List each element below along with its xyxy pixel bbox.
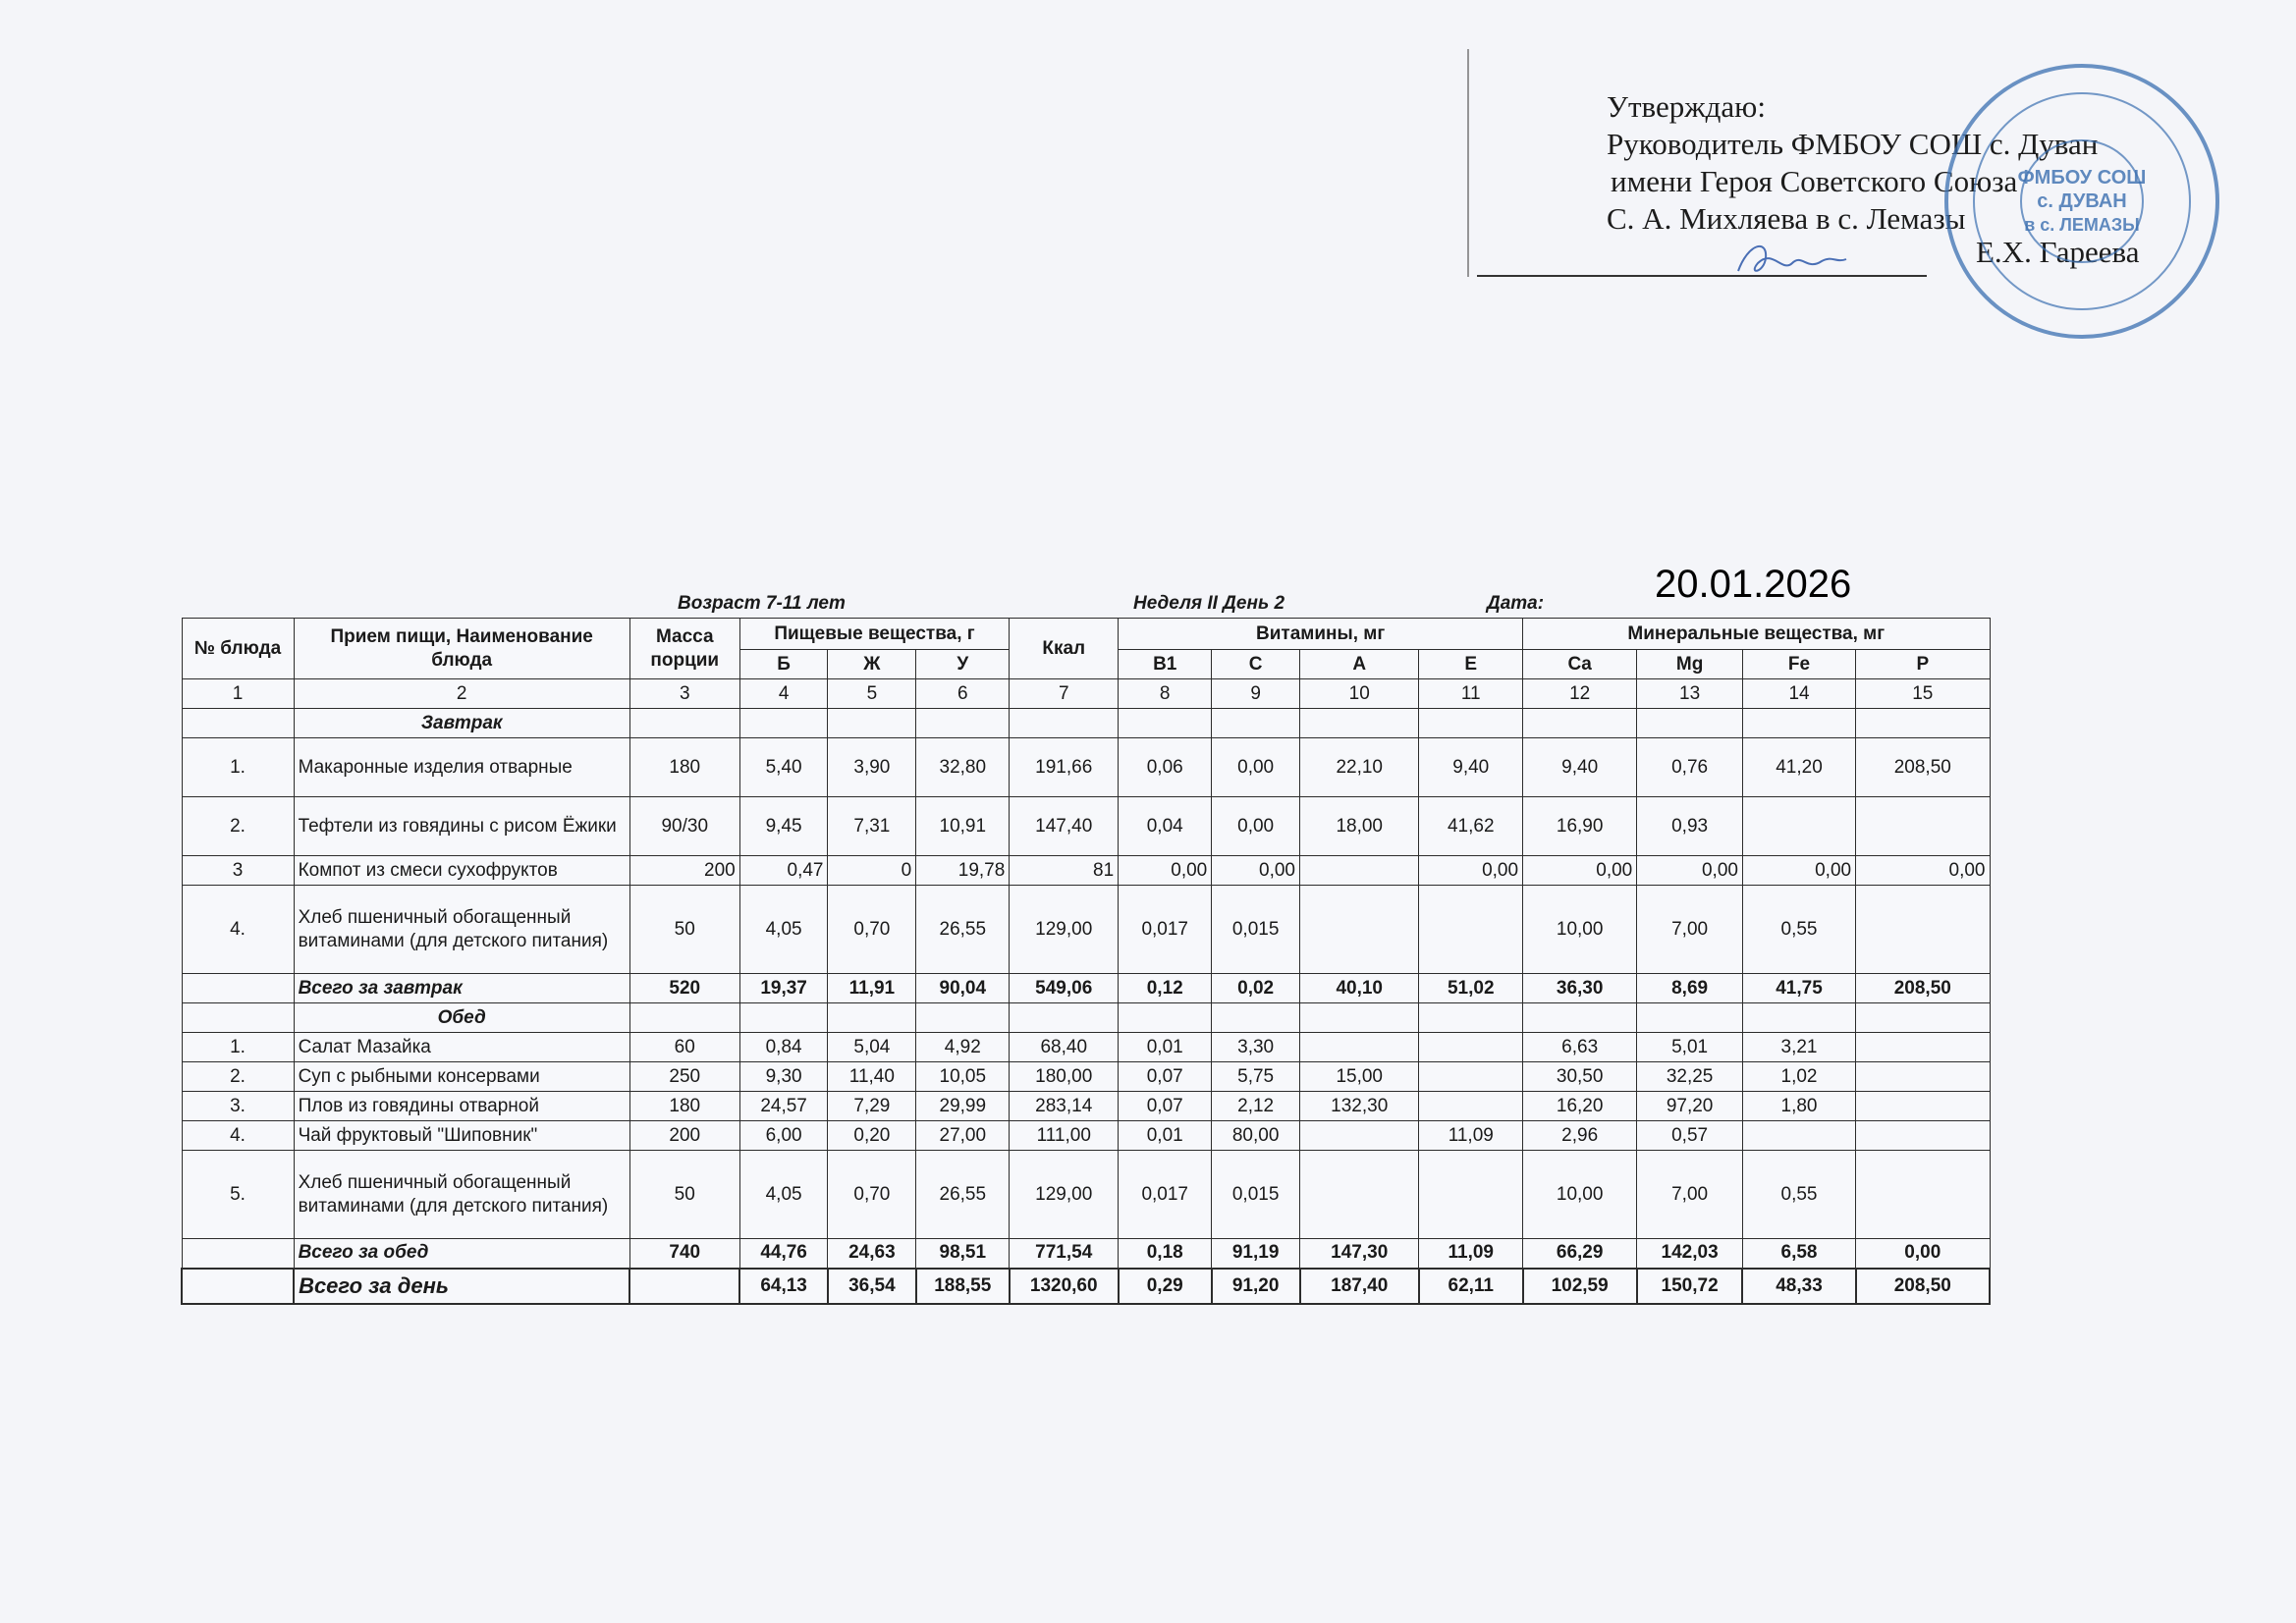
table-row bbox=[182, 797, 1990, 856]
empty-cell bbox=[1010, 1003, 1119, 1033]
value-cell: 0,017 bbox=[1119, 886, 1212, 974]
stamp-icon bbox=[1935, 54, 2229, 349]
value-cell: 9,30 bbox=[739, 1062, 828, 1092]
total-value-cell: 91,19 bbox=[1212, 1239, 1300, 1269]
value-cell bbox=[1856, 1151, 1990, 1239]
value-cell: 16,90 bbox=[1523, 797, 1637, 856]
value-cell: 22,10 bbox=[1300, 738, 1419, 797]
total-value-cell: 0,00 bbox=[1856, 1239, 1990, 1269]
subheader-cell: Б bbox=[739, 650, 828, 679]
value-cell: 15,00 bbox=[1300, 1062, 1419, 1092]
value-cell: 0,015 bbox=[1212, 886, 1300, 974]
total-value-cell: 11,91 bbox=[828, 974, 916, 1003]
table-header-row bbox=[181, 593, 1991, 617]
col-nutrients: Пищевые вещества, г bbox=[739, 619, 1010, 650]
value-cell bbox=[1300, 1151, 1419, 1239]
empty-cell bbox=[739, 1003, 828, 1033]
week-label: Неделя II День 2 bbox=[1133, 593, 1285, 614]
empty-cell bbox=[1212, 1003, 1300, 1033]
empty-cell bbox=[739, 709, 828, 738]
approval-line-3: имени Героя Советского Союза bbox=[1611, 164, 2018, 198]
subheader-cell: У bbox=[916, 650, 1010, 679]
empty-cell bbox=[1637, 1003, 1743, 1033]
value-cell: 9,40 bbox=[1419, 738, 1523, 797]
table-row bbox=[182, 1033, 1990, 1062]
value-cell: 6,63 bbox=[1523, 1033, 1637, 1062]
approval-line-2: Руководитель ФМБОУ СОШ с. Дуван bbox=[1607, 127, 2099, 161]
empty-cell bbox=[828, 1003, 916, 1033]
value-cell: 0,57 bbox=[1637, 1121, 1743, 1151]
value-cell: 68,40 bbox=[1010, 1033, 1119, 1062]
value-cell bbox=[1856, 1121, 1990, 1151]
value-cell: 1,80 bbox=[1742, 1092, 1855, 1121]
value-cell: 3,30 bbox=[1212, 1033, 1300, 1062]
column-index-cell: 13 bbox=[1637, 679, 1743, 709]
value-cell: 0,84 bbox=[739, 1033, 828, 1062]
approval-signer: Е.Х. Гареева bbox=[1976, 235, 2140, 269]
subheader-cell: Е bbox=[1419, 650, 1523, 679]
value-cell: 191,66 bbox=[1010, 738, 1119, 797]
value-cell bbox=[1856, 886, 1990, 974]
total-value-cell: 0,02 bbox=[1212, 974, 1300, 1003]
value-cell bbox=[1856, 1033, 1990, 1062]
total-value-cell: 142,03 bbox=[1637, 1239, 1743, 1269]
value-cell: 0,01 bbox=[1119, 1033, 1212, 1062]
value-cell: 0,00 bbox=[1523, 856, 1637, 886]
value-cell: 4,92 bbox=[916, 1033, 1010, 1062]
empty-cell bbox=[1856, 1003, 1990, 1033]
empty-cell bbox=[1119, 1003, 1212, 1033]
total-value-cell: 51,02 bbox=[1419, 974, 1523, 1003]
value-cell: 5,04 bbox=[828, 1033, 916, 1062]
dish-number: 4. bbox=[182, 886, 294, 974]
total-value-cell: 36,30 bbox=[1523, 974, 1637, 1003]
empty-cell bbox=[1637, 709, 1743, 738]
value-cell: 27,00 bbox=[916, 1121, 1010, 1151]
value-cell: 147,40 bbox=[1010, 797, 1119, 856]
col-minerals: Минеральные вещества, мг bbox=[1523, 619, 1990, 650]
empty-cell bbox=[1742, 709, 1855, 738]
value-cell: 7,00 bbox=[1637, 886, 1743, 974]
value-cell: 41,62 bbox=[1419, 797, 1523, 856]
signature-line bbox=[1477, 275, 1927, 277]
col-kcal: Ккал bbox=[1010, 619, 1119, 679]
subheader-cell: А bbox=[1300, 650, 1419, 679]
approval-divider bbox=[1467, 49, 1469, 277]
dish-number: 4. bbox=[182, 1121, 294, 1151]
col-portion-mass: Масса порции bbox=[629, 619, 739, 679]
table-row bbox=[182, 856, 1990, 886]
dish-name: Чай фруктовый "Шиповник" bbox=[294, 1121, 629, 1151]
value-cell: 6,00 bbox=[739, 1121, 828, 1151]
value-cell: 90/30 bbox=[629, 797, 739, 856]
total-label: Всего за обед bbox=[294, 1239, 629, 1269]
empty-cell bbox=[1010, 709, 1119, 738]
value-cell: 81 bbox=[1010, 856, 1119, 886]
value-cell: 32,80 bbox=[916, 738, 1010, 797]
value-cell: 111,00 bbox=[1010, 1121, 1119, 1151]
empty-cell bbox=[1523, 709, 1637, 738]
value-cell: 4,05 bbox=[739, 886, 828, 974]
col-vitamins: Витамины, мг bbox=[1119, 619, 1523, 650]
svg-text:с. ДУВАН: с. ДУВАН bbox=[2037, 190, 2127, 212]
value-cell: 11,40 bbox=[828, 1062, 916, 1092]
total-value-cell: 91,20 bbox=[1212, 1269, 1300, 1304]
column-index-cell: 14 bbox=[1742, 679, 1855, 709]
value-cell: 0,06 bbox=[1119, 738, 1212, 797]
column-index-cell: 10 bbox=[1300, 679, 1419, 709]
empty-cell bbox=[1119, 709, 1212, 738]
table-row bbox=[182, 1151, 1990, 1239]
column-index-cell: 8 bbox=[1119, 679, 1212, 709]
table-row bbox=[182, 1062, 1990, 1092]
empty-cell bbox=[1523, 1003, 1637, 1033]
value-cell: 0,55 bbox=[1742, 1151, 1855, 1239]
total-value-cell: 66,29 bbox=[1523, 1239, 1637, 1269]
dish-number: 3 bbox=[182, 856, 294, 886]
table-row bbox=[182, 1121, 1990, 1151]
table-row bbox=[182, 886, 1990, 974]
value-cell bbox=[1856, 797, 1990, 856]
empty-cell bbox=[1856, 709, 1990, 738]
total-row bbox=[182, 974, 1990, 1003]
value-cell bbox=[1419, 1151, 1523, 1239]
value-cell bbox=[1419, 1062, 1523, 1092]
value-cell: 18,00 bbox=[1300, 797, 1419, 856]
empty-cell bbox=[916, 709, 1010, 738]
value-cell bbox=[1856, 1062, 1990, 1092]
signature-icon bbox=[1728, 234, 1856, 283]
meal-section-label: Завтрак bbox=[294, 709, 629, 738]
subheader-cell: В1 bbox=[1119, 650, 1212, 679]
value-cell: 7,00 bbox=[1637, 1151, 1743, 1239]
subheader-cell: P bbox=[1856, 650, 1990, 679]
value-cell bbox=[1300, 1033, 1419, 1062]
dish-name: Салат Мазайка bbox=[294, 1033, 629, 1062]
dish-number: 2. bbox=[182, 797, 294, 856]
column-index-cell: 11 bbox=[1419, 679, 1523, 709]
total-value-cell: 740 bbox=[629, 1239, 739, 1269]
total-value-cell: 6,58 bbox=[1742, 1239, 1855, 1269]
value-cell: 7,31 bbox=[828, 797, 916, 856]
svg-text:ФМБОУ СОШ: ФМБОУ СОШ bbox=[2017, 167, 2147, 189]
date-large: 20.01.2026 bbox=[1655, 563, 1852, 606]
value-cell: 0,015 bbox=[1212, 1151, 1300, 1239]
dish-name: Макаронные изделия отварные bbox=[294, 738, 629, 797]
value-cell: 19,78 bbox=[916, 856, 1010, 886]
approval-line-1: Утверждаю: bbox=[1607, 89, 1766, 124]
total-label: Всего за день bbox=[294, 1269, 629, 1304]
total-value-cell: 187,40 bbox=[1300, 1269, 1419, 1304]
empty-cell bbox=[1419, 709, 1523, 738]
total-value-cell: 40,10 bbox=[1300, 974, 1419, 1003]
value-cell: 0,20 bbox=[828, 1121, 916, 1151]
value-cell: 3,21 bbox=[1742, 1033, 1855, 1062]
column-index-cell: 4 bbox=[739, 679, 828, 709]
value-cell: 0,00 bbox=[1212, 856, 1300, 886]
value-cell: 1,02 bbox=[1742, 1062, 1855, 1092]
value-cell: 50 bbox=[629, 886, 739, 974]
dish-number: 3. bbox=[182, 1092, 294, 1121]
value-cell: 0,00 bbox=[1119, 856, 1212, 886]
value-cell: 10,00 bbox=[1523, 886, 1637, 974]
column-index-cell: 12 bbox=[1523, 679, 1637, 709]
value-cell: 283,14 bbox=[1010, 1092, 1119, 1121]
value-cell: 7,29 bbox=[828, 1092, 916, 1121]
empty-cell bbox=[182, 974, 294, 1003]
value-cell: 0,01 bbox=[1119, 1121, 1212, 1151]
value-cell: 50 bbox=[629, 1151, 739, 1239]
dish-number: 1. bbox=[182, 738, 294, 797]
total-value-cell: 11,09 bbox=[1419, 1239, 1523, 1269]
value-cell: 60 bbox=[629, 1033, 739, 1062]
empty-cell bbox=[182, 1003, 294, 1033]
subheader-cell: Mg bbox=[1637, 650, 1743, 679]
value-cell: 0,017 bbox=[1119, 1151, 1212, 1239]
total-value-cell: 41,75 bbox=[1742, 974, 1855, 1003]
value-cell: 4,05 bbox=[739, 1151, 828, 1239]
value-cell: 180 bbox=[629, 1092, 739, 1121]
value-cell: 5,01 bbox=[1637, 1033, 1743, 1062]
column-index-cell: 15 bbox=[1856, 679, 1990, 709]
empty-cell bbox=[1419, 1003, 1523, 1033]
column-index-cell: 9 bbox=[1212, 679, 1300, 709]
value-cell: 0,55 bbox=[1742, 886, 1855, 974]
total-value-cell: 0,18 bbox=[1119, 1239, 1212, 1269]
dish-name: Хлеб пшеничный обогащенный витаминами (для детского питания) bbox=[294, 1151, 629, 1239]
value-cell: 0,00 bbox=[1856, 856, 1990, 886]
value-cell: 26,55 bbox=[916, 1151, 1010, 1239]
meal-section-label: Обед bbox=[294, 1003, 629, 1033]
total-value-cell: 44,76 bbox=[739, 1239, 828, 1269]
value-cell: 16,20 bbox=[1523, 1092, 1637, 1121]
total-value-cell: 98,51 bbox=[916, 1239, 1010, 1269]
dish-name: Хлеб пшеничный обогащенный витаминами (для детского питания) bbox=[294, 886, 629, 974]
col-dish-number: № блюда bbox=[182, 619, 294, 679]
value-cell: 29,99 bbox=[916, 1092, 1010, 1121]
value-cell: 0 bbox=[828, 856, 916, 886]
subheader-cell: С bbox=[1212, 650, 1300, 679]
value-cell bbox=[1419, 886, 1523, 974]
total-value-cell: 64,13 bbox=[739, 1269, 828, 1304]
value-cell: 32,25 bbox=[1637, 1062, 1743, 1092]
column-index-cell: 3 bbox=[629, 679, 739, 709]
column-index-cell: 6 bbox=[916, 679, 1010, 709]
value-cell bbox=[1742, 1121, 1855, 1151]
empty-cell bbox=[1300, 1003, 1419, 1033]
total-value-cell: 0,12 bbox=[1119, 974, 1212, 1003]
total-value-cell: 188,55 bbox=[916, 1269, 1010, 1304]
value-cell: 132,30 bbox=[1300, 1092, 1419, 1121]
total-value-cell: 90,04 bbox=[916, 974, 1010, 1003]
value-cell: 10,00 bbox=[1523, 1151, 1637, 1239]
value-cell: 0,76 bbox=[1637, 738, 1743, 797]
empty-cell bbox=[1742, 1003, 1855, 1033]
value-cell: 0,00 bbox=[1419, 856, 1523, 886]
value-cell: 0,07 bbox=[1119, 1062, 1212, 1092]
total-value-cell: 771,54 bbox=[1010, 1239, 1119, 1269]
total-label: Всего за завтрак bbox=[294, 974, 629, 1003]
value-cell: 0,93 bbox=[1637, 797, 1743, 856]
total-value-cell: 62,11 bbox=[1419, 1269, 1523, 1304]
column-index-cell: 2 bbox=[294, 679, 629, 709]
value-cell: 0,07 bbox=[1119, 1092, 1212, 1121]
total-value-cell: 48,33 bbox=[1742, 1269, 1855, 1304]
total-value-cell bbox=[629, 1269, 739, 1304]
age-label: Возраст 7-11 лет bbox=[678, 593, 846, 614]
total-value-cell: 8,69 bbox=[1637, 974, 1743, 1003]
svg-text:в с. ЛЕМАЗЫ: в с. ЛЕМАЗЫ bbox=[2024, 215, 2140, 235]
meal-section-row bbox=[182, 1003, 1990, 1033]
empty-cell bbox=[182, 1269, 294, 1304]
empty-cell bbox=[629, 709, 739, 738]
total-value-cell: 1320,60 bbox=[1010, 1269, 1119, 1304]
subheader-cell: Ж bbox=[828, 650, 916, 679]
value-cell: 180 bbox=[629, 738, 739, 797]
empty-cell bbox=[828, 709, 916, 738]
value-cell: 129,00 bbox=[1010, 1151, 1119, 1239]
total-value-cell: 102,59 bbox=[1523, 1269, 1637, 1304]
value-cell: 10,91 bbox=[916, 797, 1010, 856]
empty-cell bbox=[182, 709, 294, 738]
empty-cell bbox=[1300, 709, 1419, 738]
value-cell: 41,20 bbox=[1742, 738, 1855, 797]
dish-name: Компот из смеси сухофруктов bbox=[294, 856, 629, 886]
value-cell: 0,70 bbox=[828, 886, 916, 974]
total-value-cell: 150,72 bbox=[1637, 1269, 1743, 1304]
subheader-cell: Ca bbox=[1523, 650, 1637, 679]
dish-number: 1. bbox=[182, 1033, 294, 1062]
value-cell: 0,00 bbox=[1212, 738, 1300, 797]
value-cell: 0,00 bbox=[1637, 856, 1743, 886]
value-cell: 24,57 bbox=[739, 1092, 828, 1121]
value-cell bbox=[1300, 1121, 1419, 1151]
value-cell bbox=[1419, 1033, 1523, 1062]
column-index-cell: 5 bbox=[828, 679, 916, 709]
value-cell: 3,90 bbox=[828, 738, 916, 797]
empty-cell bbox=[916, 1003, 1010, 1033]
total-row bbox=[182, 1269, 1990, 1304]
table-row bbox=[182, 738, 1990, 797]
total-value-cell: 208,50 bbox=[1856, 1269, 1990, 1304]
column-index-cell: 1 bbox=[182, 679, 294, 709]
value-cell: 97,20 bbox=[1637, 1092, 1743, 1121]
empty-cell bbox=[629, 1003, 739, 1033]
value-cell: 200 bbox=[629, 856, 739, 886]
dish-name: Суп с рыбными консервами bbox=[294, 1062, 629, 1092]
value-cell: 250 bbox=[629, 1062, 739, 1092]
value-cell bbox=[1300, 856, 1419, 886]
value-cell: 5,75 bbox=[1212, 1062, 1300, 1092]
menu-table bbox=[181, 618, 1991, 1305]
value-cell: 208,50 bbox=[1856, 738, 1990, 797]
value-cell: 5,40 bbox=[739, 738, 828, 797]
total-value-cell: 24,63 bbox=[828, 1239, 916, 1269]
empty-cell bbox=[1212, 709, 1300, 738]
total-value-cell: 147,30 bbox=[1300, 1239, 1419, 1269]
value-cell bbox=[1419, 1092, 1523, 1121]
value-cell: 26,55 bbox=[916, 886, 1010, 974]
value-cell: 30,50 bbox=[1523, 1062, 1637, 1092]
value-cell: 0,70 bbox=[828, 1151, 916, 1239]
total-value-cell: 0,29 bbox=[1119, 1269, 1212, 1304]
date-label: Дата: bbox=[1487, 593, 1545, 614]
meal-section-row bbox=[182, 709, 1990, 738]
value-cell: 2,12 bbox=[1212, 1092, 1300, 1121]
dish-name: Тефтели из говядины с рисом Ёжики bbox=[294, 797, 629, 856]
approval-line-4: С. А. Михляева в с. Лемазы bbox=[1607, 201, 1966, 236]
value-cell: 0,47 bbox=[739, 856, 828, 886]
value-cell: 129,00 bbox=[1010, 886, 1119, 974]
subheader-cell: Fe bbox=[1742, 650, 1855, 679]
value-cell: 0,00 bbox=[1212, 797, 1300, 856]
dish-number: 2. bbox=[182, 1062, 294, 1092]
value-cell: 9,45 bbox=[739, 797, 828, 856]
value-cell: 10,05 bbox=[916, 1062, 1010, 1092]
total-value-cell: 549,06 bbox=[1010, 974, 1119, 1003]
value-cell: 180,00 bbox=[1010, 1062, 1119, 1092]
value-cell bbox=[1300, 886, 1419, 974]
table-row bbox=[182, 1092, 1990, 1121]
value-cell bbox=[1742, 797, 1855, 856]
empty-cell bbox=[182, 1239, 294, 1269]
value-cell: 0,00 bbox=[1742, 856, 1855, 886]
value-cell: 9,40 bbox=[1523, 738, 1637, 797]
total-value-cell: 36,54 bbox=[828, 1269, 916, 1304]
total-value-cell: 19,37 bbox=[739, 974, 828, 1003]
total-value-cell: 520 bbox=[629, 974, 739, 1003]
value-cell: 0,04 bbox=[1119, 797, 1212, 856]
column-index-cell: 7 bbox=[1010, 679, 1119, 709]
dish-number: 5. bbox=[182, 1151, 294, 1239]
value-cell: 2,96 bbox=[1523, 1121, 1637, 1151]
value-cell: 200 bbox=[629, 1121, 739, 1151]
value-cell: 80,00 bbox=[1212, 1121, 1300, 1151]
total-row bbox=[182, 1239, 1990, 1269]
total-value-cell: 208,50 bbox=[1856, 974, 1990, 1003]
col-dish-name: Прием пищи, Наименование блюда bbox=[294, 619, 629, 679]
value-cell: 11,09 bbox=[1419, 1121, 1523, 1151]
value-cell bbox=[1856, 1092, 1990, 1121]
dish-name: Плов из говядины отварной bbox=[294, 1092, 629, 1121]
